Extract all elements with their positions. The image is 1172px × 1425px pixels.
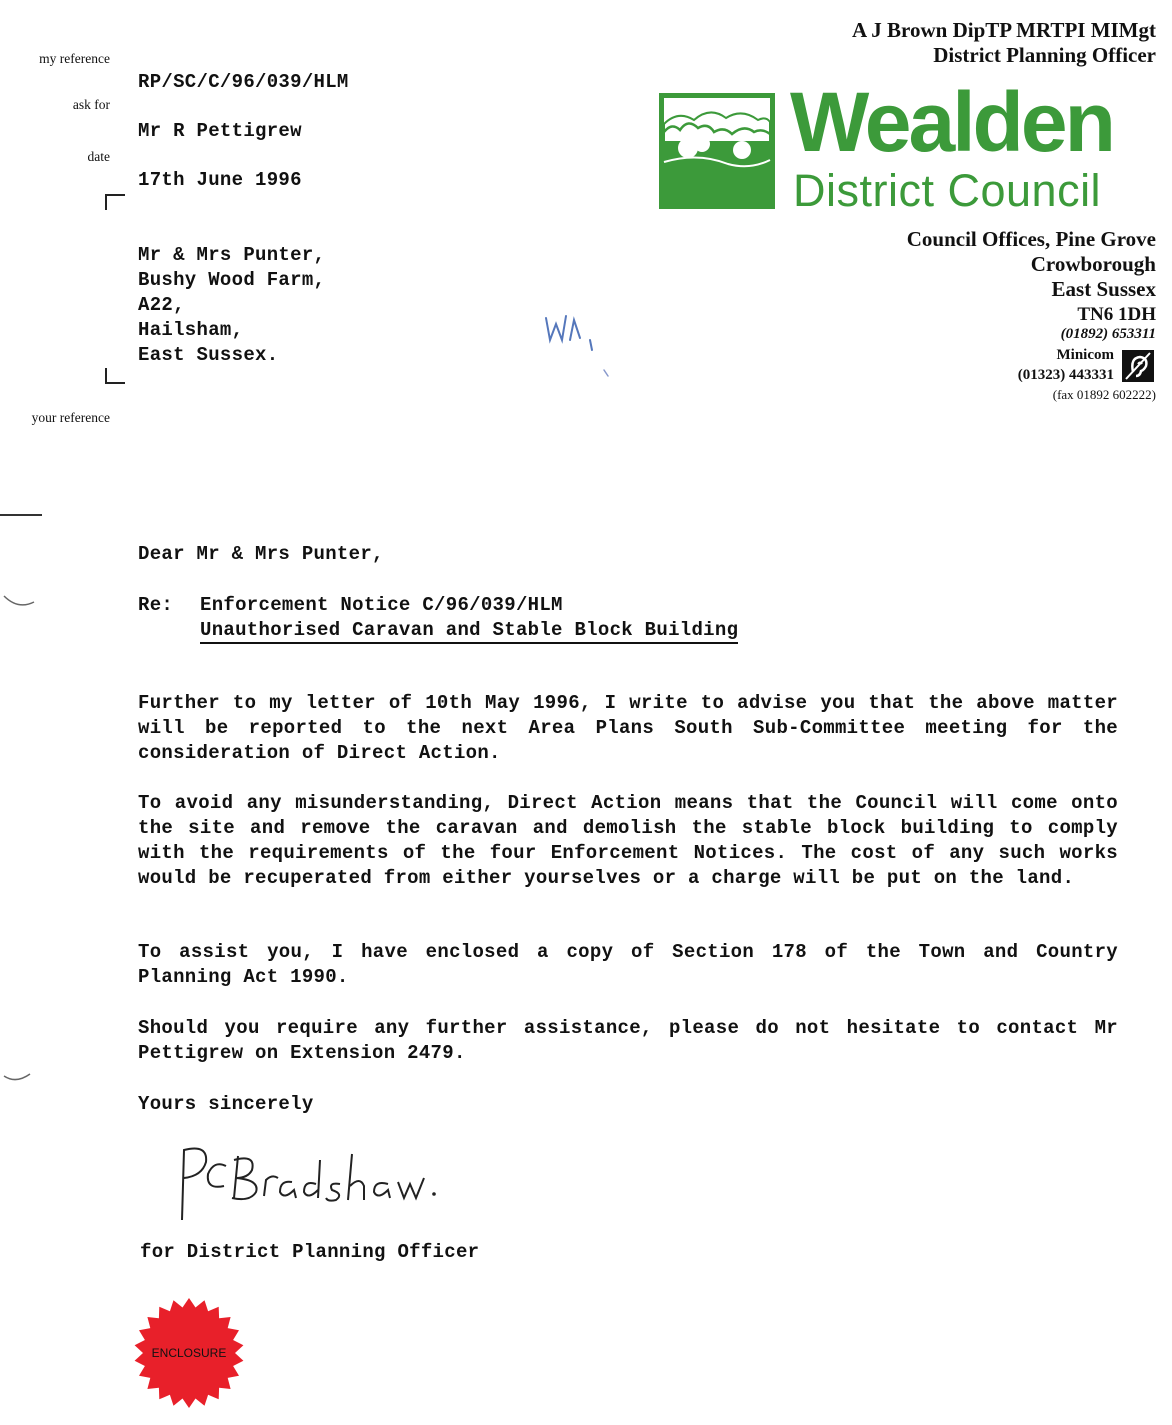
- council-phone: (01892) 653311: [1060, 326, 1156, 342]
- council-fax: (fax 01892 602222): [1052, 387, 1156, 402]
- council-subtitle: District Council: [793, 165, 1102, 216]
- deaf-ear-icon: [1122, 350, 1154, 382]
- punch-mark: [0, 1068, 40, 1088]
- signoff: for District Planning Officer: [140, 1241, 480, 1263]
- subject-prefix: Re:: [138, 594, 174, 616]
- signature: [168, 1140, 458, 1230]
- recipient-line: A22,: [138, 294, 185, 316]
- body-paragraph: Should you require any further assistance, please do not hesitate to contact Mr Pettigrew on Extension 2479.: [138, 1017, 1118, 1064]
- fold-mark: [0, 514, 42, 516]
- subject-block: [138, 593, 738, 643]
- address-corner-bottom: [105, 368, 125, 384]
- council-address-line: TN6 1DH: [1077, 304, 1156, 325]
- officer-title: District Planning Officer: [933, 43, 1156, 67]
- ask-for-label: ask for: [72, 97, 110, 112]
- salutation: Dear Mr & Mrs Punter,: [138, 543, 384, 565]
- ask-for-value: Mr R Pettigrew: [138, 120, 302, 142]
- recipient-line: Hailsham,: [138, 319, 244, 341]
- council-address-line: Crowborough: [1030, 252, 1156, 276]
- council-logo-emblem: [658, 92, 776, 210]
- council-address-line: East Sussex: [1051, 277, 1156, 301]
- subject-line-1: Enforcement Notice C/96/039/HLM: [200, 594, 563, 616]
- enclosure-stamp-shape: [133, 1297, 245, 1409]
- address-corner-top: [105, 194, 125, 210]
- council-address-line: Council Offices, Pine Grove: [906, 227, 1156, 251]
- my-reference-value: RP/SC/C/96/039/HLM: [138, 71, 349, 93]
- handwritten-initials: [540, 310, 620, 390]
- my-reference-label: my reference: [39, 51, 110, 66]
- council-address: [907, 227, 1156, 327]
- body-paragraph: To avoid any misunderstanding, Direct Action means that the Council will come onto the site and remove the caravan and demolish the stable block building to comply with the requirements of the four Enforcement Notices. The cost of any such works would be recuperated from either yourselves or a charge will be put on the land.: [138, 792, 1118, 889]
- minicom-number: (01323) 443331: [1017, 367, 1114, 383]
- enclosure-stamp-text: ENCLOSURE: [151, 1346, 227, 1360]
- recipient-line: East Sussex.: [138, 344, 279, 366]
- your-reference-label: your reference: [31, 410, 110, 425]
- recipient-line: Mr & Mrs Punter,: [138, 244, 326, 266]
- date-label: date: [87, 149, 110, 164]
- closing: Yours sincerely: [138, 1093, 314, 1115]
- body-paragraph: To assist you, I have enclosed a copy of Section 178 of the Town and Country Planning Act 1990.: [138, 941, 1118, 988]
- enclosure-stamp: [133, 1297, 245, 1409]
- body-paragraph: Further to my letter of 10th May 1996, I write to advise you that the above matter will be reported to the next Area Plans South Sub-Committee meeting for the consideration of Direct Action.: [138, 692, 1118, 764]
- officer-header: [852, 18, 1156, 68]
- date-value: 17th June 1996: [138, 169, 302, 191]
- punch-mark: [0, 590, 40, 610]
- subject-line-2: Unauthorised Caravan and Stable Block Building: [200, 619, 738, 644]
- recipient-address: [138, 243, 325, 368]
- recipient-line: Bushy Wood Farm,: [138, 269, 326, 291]
- council-wordmark: Wealden: [790, 75, 1113, 169]
- minicom-label: Minicom: [1056, 347, 1114, 363]
- officer-name: A J Brown DipTP MRTPI MIMgt: [852, 18, 1156, 42]
